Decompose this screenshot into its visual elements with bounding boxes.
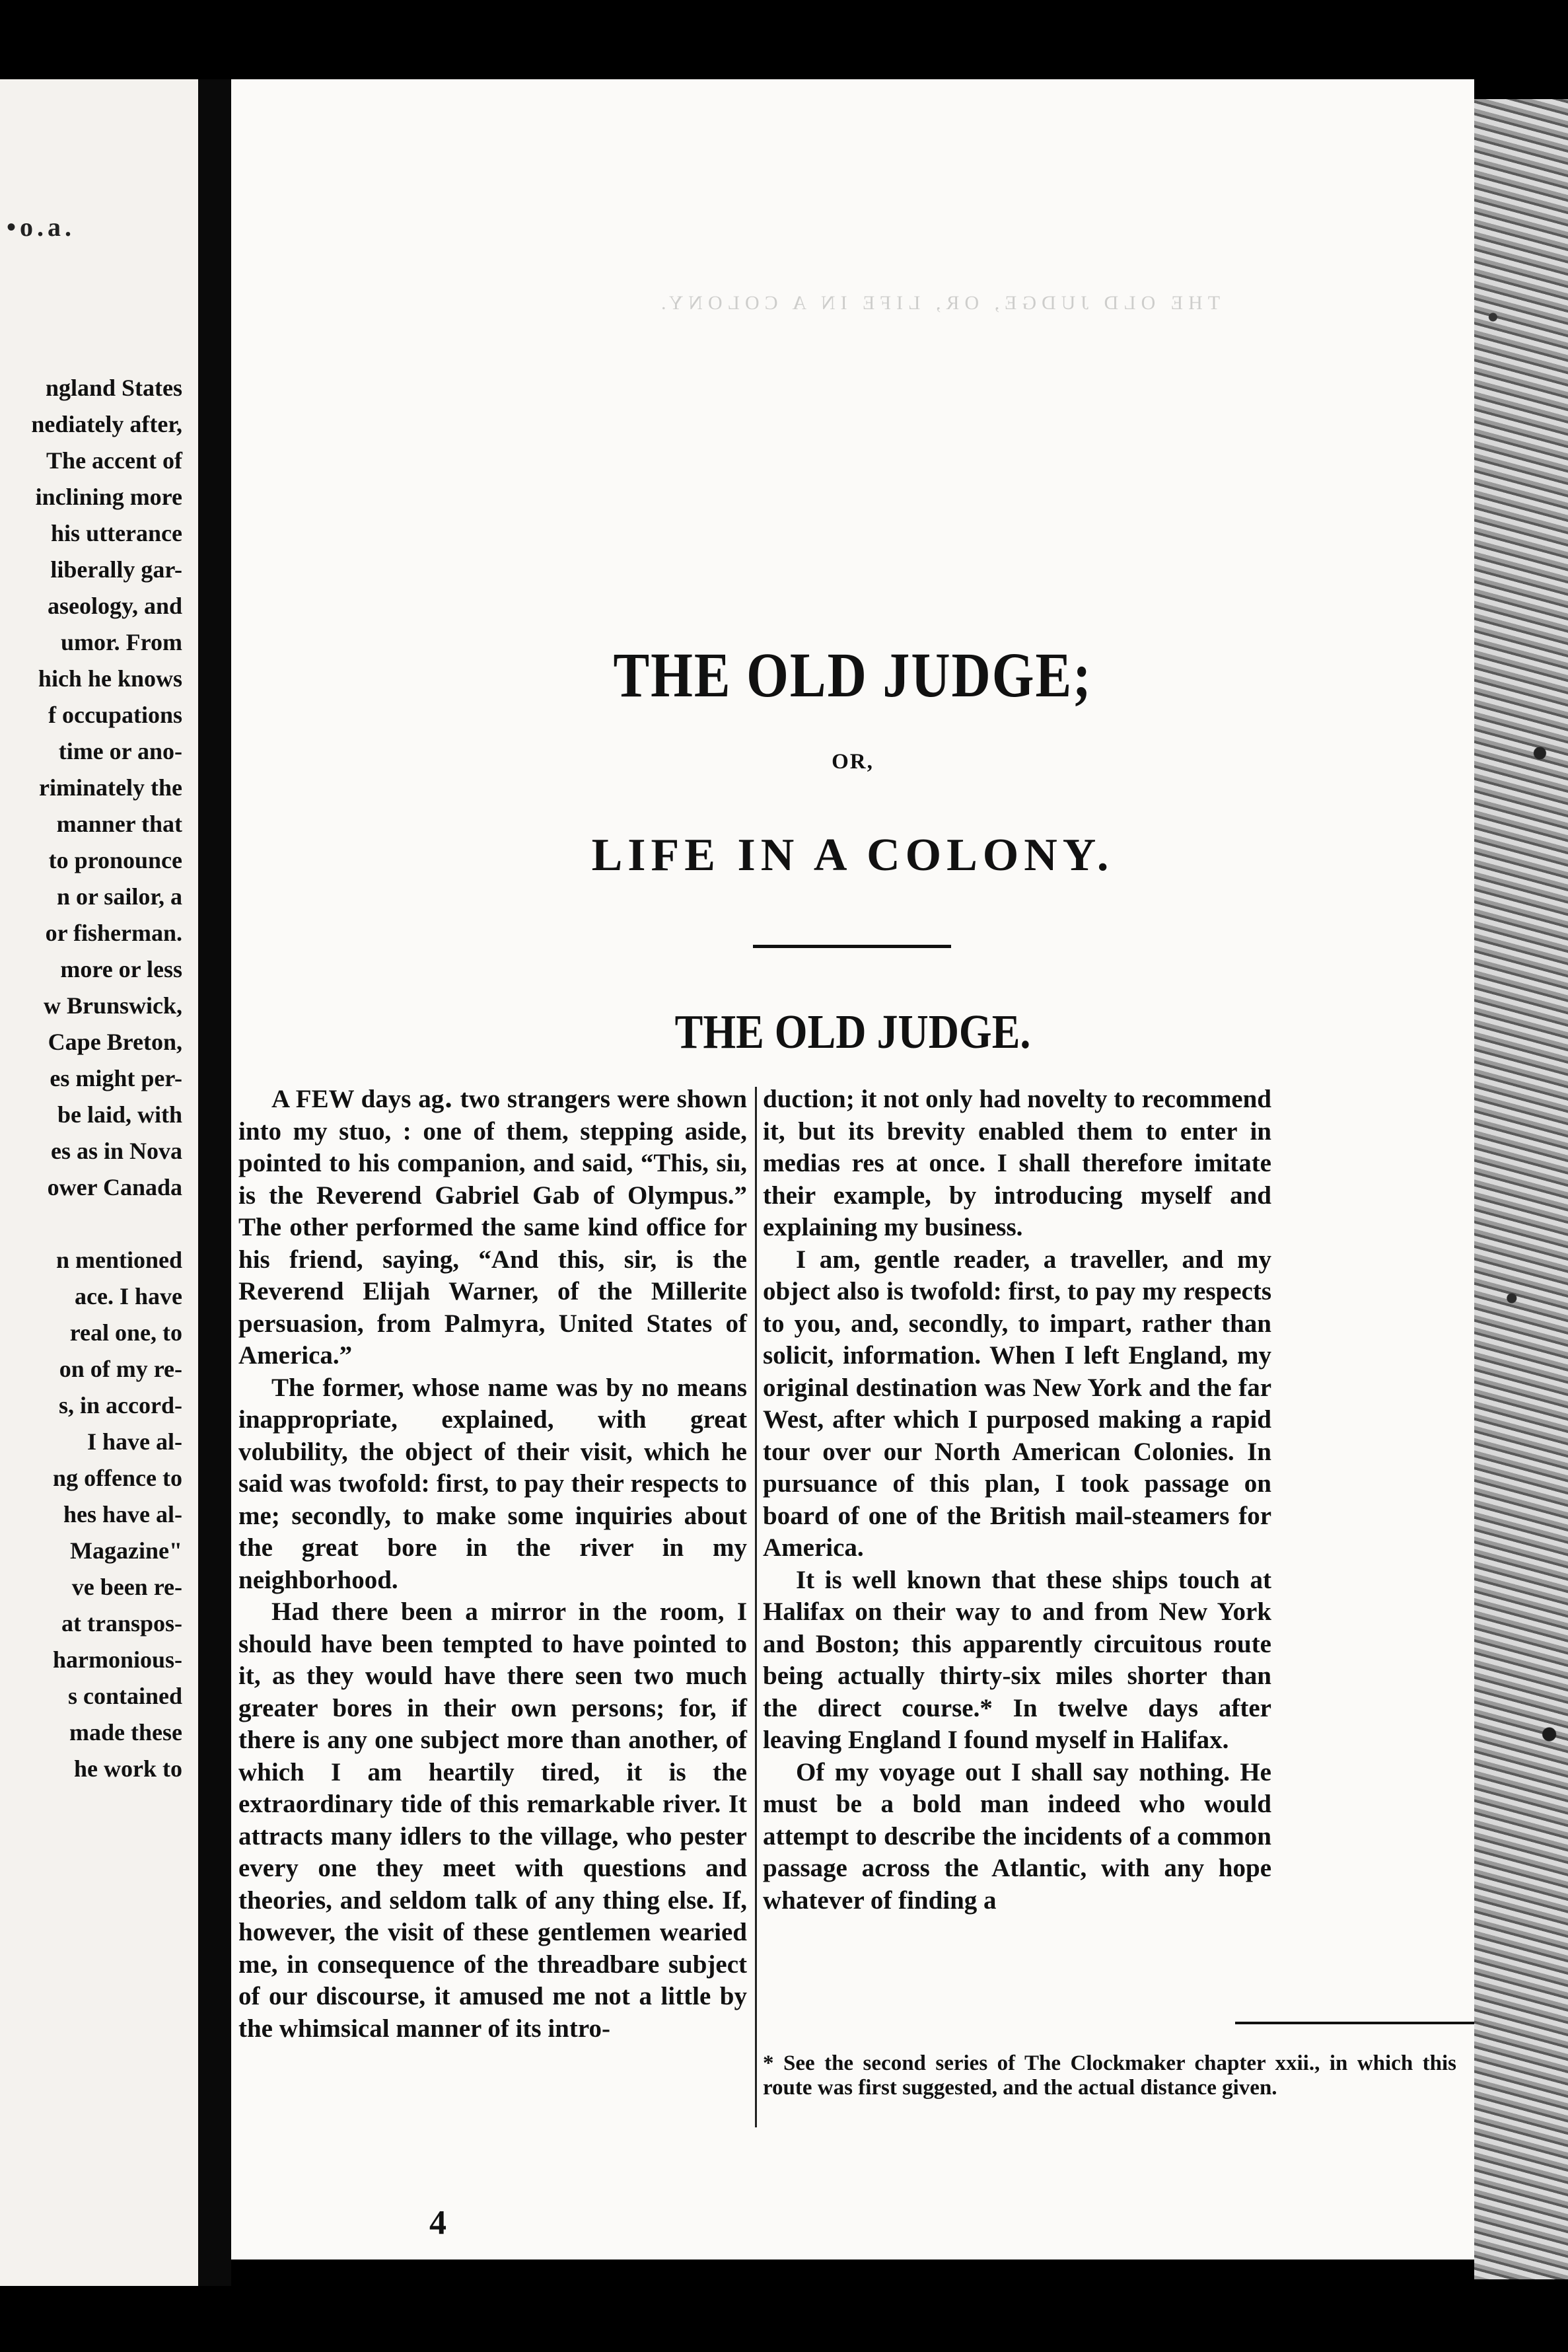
- paragraph-4: I am, gentle reader, a traveller, and my object also is twofold: first, to pay my respects to you, and, secondly, to impart, rather than solicit, information. When I left England, my original destination was New York and the far West, after which I purposed making a rapid tour over our North American Colonies. In pursuance of this plan, I took passage on board of one of the British mail-steamers for America.: [763, 1245, 1271, 1562]
- footnote-rule: [1235, 2022, 1474, 2024]
- left-page-line: Cape Breton,: [48, 1029, 182, 1055]
- left-page-line: or fisherman.: [45, 920, 182, 946]
- left-page-line: time or ano-: [58, 738, 182, 764]
- title-or: OR,: [832, 750, 874, 774]
- left-page-line: at transpos-: [61, 1610, 182, 1636]
- left-page-line: real one, to: [69, 1319, 182, 1346]
- left-page-line: f occupations: [48, 702, 182, 728]
- stained-page-edge: [1474, 99, 1568, 2279]
- left-page-line: nediately after,: [31, 411, 182, 437]
- main-page: [231, 79, 1474, 2260]
- left-page-line: be laid, with: [57, 1101, 182, 1128]
- footnote: * See the second series of The Clockmaker chapter xxii., in which this route was first suggested, and the actual distance given.: [763, 2051, 1456, 2100]
- left-page-line: es might per-: [50, 1065, 182, 1091]
- paragraph-3: Had there been a mirror in the room, I should have been tempted to have pointed to it, as they would have there seen two much greater bores in their own persons; for, if there is any one subject more than another, of which I am heartily tired, it is the extraordinary tide of this remarkable river. It attracts many idlers to the village, who pester every one they meet with questions and theories, and seldom talk of any thing else. If, however, the visit of these gentlemen wearied me, in consequence of the threadbare subject of our discourse, it amused me not a little by the whimsical manner of its intro-: [238, 1598, 747, 2043]
- left-page-line: he work to: [74, 1755, 182, 1782]
- left-page-line: more or less: [60, 956, 182, 982]
- left-page-line: s, in accord-: [59, 1392, 182, 1418]
- left-page-smudge: •o.a.: [7, 212, 76, 242]
- left-page-line: ng offence to: [53, 1465, 182, 1491]
- left-page-line: on of my re-: [59, 1356, 182, 1382]
- left-page-line: Magazine": [70, 1537, 182, 1564]
- left-page-line: ngland States: [45, 375, 182, 401]
- left-page-line: ower Canada: [47, 1174, 182, 1200]
- left-page-line: manner that: [56, 811, 182, 837]
- left-page-line: riminately the: [39, 774, 182, 801]
- left-page-line: ve been re-: [71, 1574, 182, 1600]
- paragraph-1: A FEW days ag․ two strangers were shown into my stuo, : one of them, stepping aside, pointed to his companion, and said, “This, siı, is the Reverend Gabriel Gab of Olympus.” The other performed the same kind office for his friend, saying, “And this, sir, is the Reverend Elijah Warner, of the Millerite persuasion, from Palmyra, United States of America.”: [238, 1085, 747, 1370]
- chapter-title: THE OLD JUDGE.: [674, 1004, 1031, 1059]
- page-gutter: [198, 79, 231, 2286]
- left-page-line: [31, 1206, 182, 1242]
- left-page-line: I have al-: [87, 1428, 182, 1455]
- left-facing-page: [0, 79, 198, 2286]
- book-title: THE OLD JUDGE;: [613, 639, 1092, 711]
- left-page-text-fragments: [31, 370, 182, 1787]
- left-page-line: n mentioned: [55, 1247, 182, 1273]
- book-subtitle: LIFE IN A COLONY.: [591, 830, 1114, 881]
- left-page-line: to pronounce: [48, 847, 182, 873]
- text-column-right: [763, 1084, 1271, 1917]
- text-column-left: [238, 1084, 747, 2045]
- left-page-line: umor. From: [61, 629, 182, 655]
- show-through-running-head: THE OLD JUDGE, OR, LIFE IN A COLONY.: [655, 292, 1221, 314]
- left-page-line: es as in Nova: [50, 1138, 182, 1164]
- left-page-line: w Brunswick,: [43, 992, 182, 1019]
- title-rule: [753, 945, 951, 948]
- paragraph-6: Of my voyage out I shall say nothing. He must be a bold man indeed who would attempt to describe the incidents of a common passage across the Atlantic, with any hope whatever of finding a: [763, 1757, 1271, 1915]
- column-divider: [755, 1087, 757, 2127]
- left-page-line: made these: [69, 1719, 182, 1746]
- left-page-line: s contained: [67, 1683, 182, 1709]
- left-page-line: harmonious-: [52, 1646, 182, 1673]
- left-page-line: The accent of: [46, 447, 182, 474]
- left-page-line: inclining more: [35, 484, 182, 510]
- left-page-line: liberally gar-: [50, 556, 182, 583]
- left-page-line: hich he knows: [38, 665, 182, 692]
- left-page-line: ace. I have: [75, 1283, 182, 1309]
- paragraph-3-continued: duction; it not only had novelty to recommend it, but its brevity enabled them to enter in medias res at once. I shall therefore imitate their example, by introducing myself and explaining my business.: [763, 1085, 1271, 1241]
- left-page-line: n or sailor, a: [56, 883, 182, 910]
- left-page-line: aseology, and: [47, 593, 182, 619]
- left-page-line: hes have al-: [63, 1501, 182, 1527]
- page-mark: 4: [429, 2204, 446, 2242]
- left-page-line: his utterance: [51, 520, 182, 546]
- paragraph-2: The former, whose name was by no means inappropriate, explained, with great volubility, the object of their visit, which he said was twofold: first, to pay their respects to me; secondly, to make some inquiries about the great bore in the river in my neighborhood.: [238, 1373, 747, 1594]
- paragraph-5: It is well known that these ships touch at Halifax on their way to and from New York and Boston; this apparently circuitous route being actually thirty-six miles shorter than the direct course.* In twelve days after leaving England I found myself in Halifax.: [763, 1565, 1271, 1754]
